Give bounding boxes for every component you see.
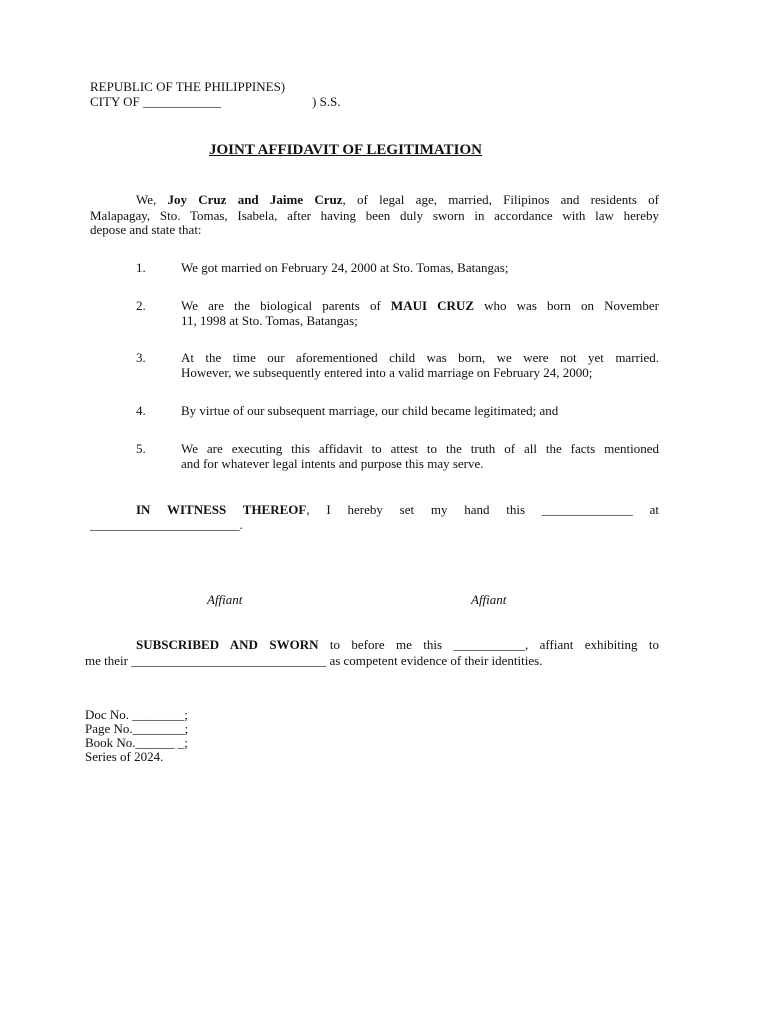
child-name: MAUI CRUZ xyxy=(390,298,474,313)
witness-line-1 xyxy=(136,502,659,518)
affiant-label-2: Affiant xyxy=(471,592,507,607)
intro-line-2: Malapagay, Sto. Tomas, Isabela, after having been duly sworn in accordance with law hereby xyxy=(90,208,659,223)
witness-bold: IN WITNESS THEREOF xyxy=(136,502,307,517)
page-title: JOINT AFFIDAVIT OF LEGITIMATION xyxy=(209,142,482,158)
intro-we: We, xyxy=(136,192,168,207)
item-3-line-2: However, we subsequently entered into a valid marriage on February 24, 2000; xyxy=(181,365,593,380)
subscribed-line-2: me their ______________________________ as competent evidence of their identities. xyxy=(85,653,543,668)
item-2-line-2: 11, 1998 at Sto. Tomas, Batangas; xyxy=(181,313,358,328)
series: Series of 2024. xyxy=(85,749,164,764)
item-3-line-1: At the time our aforementioned child was born, we were not yet married. xyxy=(181,350,659,365)
city-line xyxy=(90,94,221,110)
item-5-line-1: We are executing this affidavit to attest to the truth of all the facts mentioned xyxy=(181,441,659,456)
item-4-text: By virtue of our subsequent marriage, our child became legitimated; and xyxy=(181,403,559,418)
page-no-blank: ________ xyxy=(132,721,185,736)
affiant-names: Joy Cruz and Jaime Cruz xyxy=(167,192,343,207)
item-2-number: 2. xyxy=(136,298,146,313)
page-no-suffix: ; xyxy=(184,721,189,736)
item-1-text: We got married on February 24, 2000 at Sto. Tomas, Batangas; xyxy=(181,260,509,275)
ss-label: ) S.S. xyxy=(312,94,341,109)
doc-no: Doc No. ________; xyxy=(85,707,188,722)
witness-rest: , I hereby set my hand this ______________ at xyxy=(306,502,660,517)
city-prefix: CITY OF xyxy=(90,94,143,109)
affiant-label-1: Affiant xyxy=(207,592,243,607)
item-5-line-2: and for whatever legal intents and purpose this may serve. xyxy=(181,456,484,471)
subscribed-bold: SUBSCRIBED AND SWORN xyxy=(136,637,319,652)
subscribed-rest: to before me this ___________, affiant exhibiting to xyxy=(318,637,659,652)
item-5-number: 5. xyxy=(136,441,146,456)
page-no-prefix: Page No. xyxy=(85,721,133,736)
item-2-post: who was born on November xyxy=(474,298,659,313)
item-2-line-1 xyxy=(181,298,659,314)
intro-line-1 xyxy=(90,192,659,208)
item-2-pre: We are the biological parents of xyxy=(181,298,391,313)
item-3-number: 3. xyxy=(136,350,146,365)
intro-line-3: depose and state that: xyxy=(90,222,202,237)
intro-rest: , of legal age, married, Filipinos and residents of xyxy=(342,192,659,207)
city-blank: ____________ xyxy=(142,94,221,109)
book-no: Book No.______ _; xyxy=(85,735,188,750)
republic-line: REPUBLIC OF THE PHILIPPINES) xyxy=(90,79,286,94)
item-4-number: 4. xyxy=(136,403,146,418)
item-1-number: 1. xyxy=(136,260,146,275)
subscribed-line-1 xyxy=(136,637,659,653)
witness-line-2: _______________________. xyxy=(90,517,243,532)
